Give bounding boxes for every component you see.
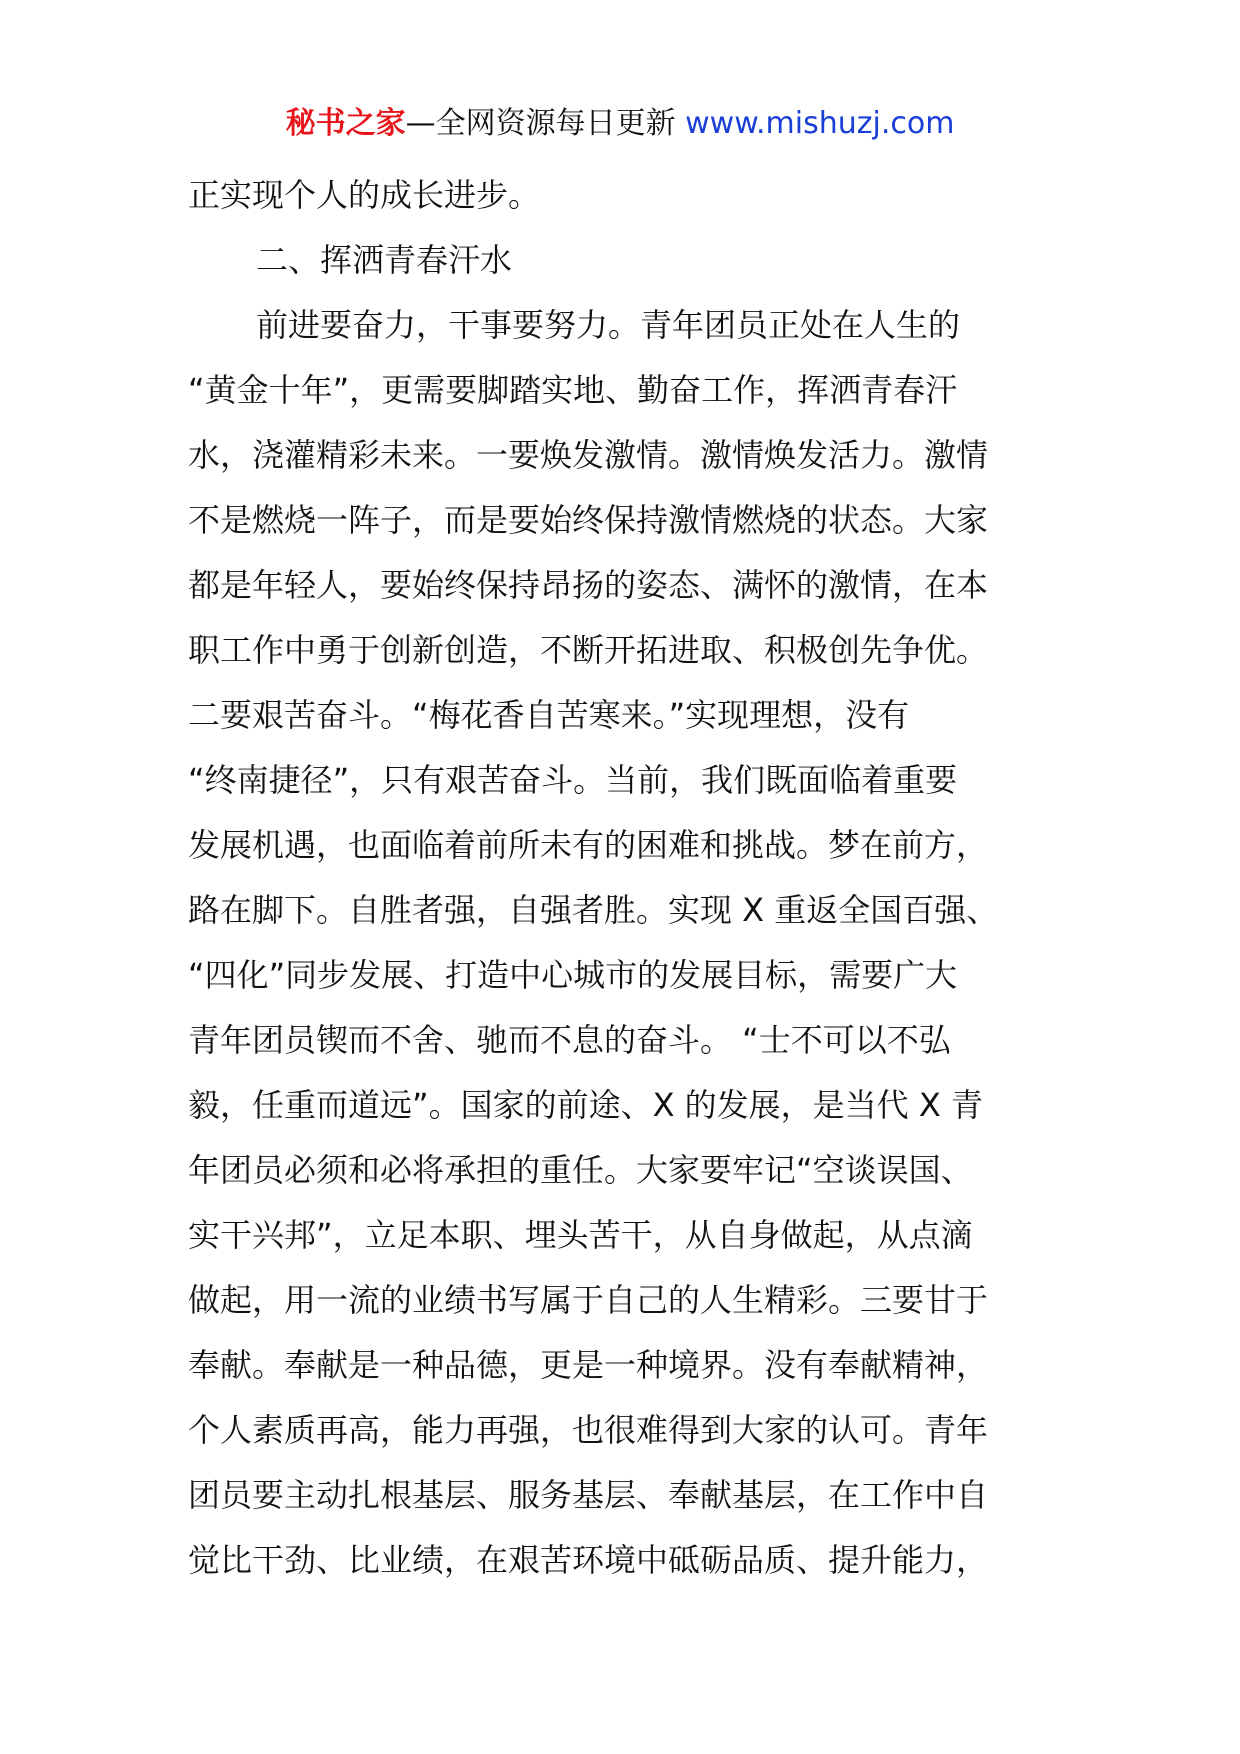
paragraph-line: 职工作中勇于创新创造，不断开拓进取、积极创先争优。	[188, 631, 989, 669]
paragraph-line: 个人素质再高，能力再强，也很难得到大家的认可。青年	[188, 1411, 989, 1449]
header-tagline: —全网资源每日更新	[405, 106, 686, 141]
paragraph-line: 都是年轻人，要始终保持昂扬的姿态、满怀的激情，在本	[188, 566, 989, 604]
brand-name: 秘书之家	[285, 106, 406, 141]
paragraph-line: 不是燃烧一阵子，而是要始终保持激情燃烧的状态。大家	[188, 501, 989, 539]
paragraph-line: 团员要主动扎根基层、服务基层、奉献基层，在工作中自	[188, 1476, 989, 1514]
document-body	[188, 163, 1054, 1593]
paragraph-line: 觉比干劲、比业绩，在艰苦环境中砥砺品质、提升能力，	[188, 1541, 989, 1579]
paragraph-line: 前进要奋力，干事要努力。青年团员正处在人生的	[256, 306, 961, 344]
section-heading: 二、挥洒青春汗水	[256, 241, 513, 279]
paragraph-line: 路在脚下。自胜者强，自强者胜。实现 X 重返全国百强、	[188, 891, 999, 929]
paragraph-line: “四化”同步发展、打造中心城市的发展目标，需要广大	[188, 956, 958, 994]
site-url-link[interactable]: www.mishuzj.com	[685, 106, 955, 141]
paragraph-line: 发展机遇，也面临着前所未有的困难和挑战。梦在前方，	[188, 826, 989, 864]
paragraph-line: 二要艰苦奋斗。“梅花香自苦寒来。”实现理想，没有	[188, 696, 910, 734]
paragraph-line: 做起，用一流的业绩书写属于自己的人生精彩。三要甘于	[188, 1281, 989, 1319]
paragraph-line: 青年团员锲而不舍、驰而不息的奋斗。 “士不可以不弘	[188, 1021, 951, 1059]
paragraph-line: 年团员必须和必将承担的重任。大家要牢记“空谈误国、	[188, 1151, 973, 1189]
paragraph-line: 实干兴邦”，立足本职、埋头苦干，从自身做起，从点滴	[188, 1216, 973, 1254]
site-header	[0, 100, 1240, 148]
paragraph-line: 奉献。奉献是一种品德，更是一种境界。没有奉献精神，	[188, 1346, 989, 1384]
paragraph-line: 毅，任重而道远”。国家的前途、X 的发展，是当代 X 青	[188, 1086, 983, 1124]
paragraph-line: “黄金十年”，更需要脚踏实地、勤奋工作，挥洒青春汗	[188, 371, 958, 409]
paragraph-line: “终南捷径”，只有艰苦奋斗。当前，我们既面临着重要	[188, 761, 958, 799]
paragraph-line: 正实现个人的成长进步。	[188, 176, 541, 214]
paragraph-line: 水，浇灌精彩未来。一要焕发激情。激情焕发活力。激情	[188, 436, 989, 474]
